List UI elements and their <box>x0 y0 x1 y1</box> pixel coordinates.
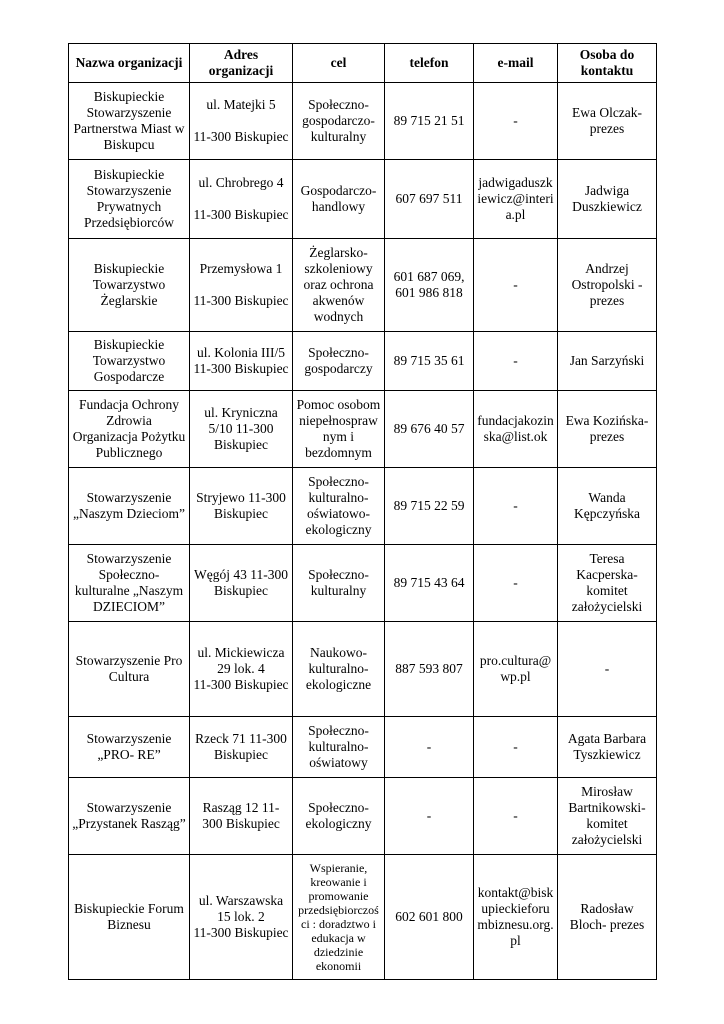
org-address: ul. Mickiewicza 29 lok. 4 11-300 Biskupiec <box>190 622 293 717</box>
org-contact: Andrzej Ostropolski - prezes <box>558 239 657 332</box>
org-address: ul. Matejki 5 11-300 Biskupiec <box>190 83 293 160</box>
table-row <box>69 391 657 468</box>
org-goal: Gospodarczo-handlowy <box>293 160 385 239</box>
org-email: - <box>474 778 558 855</box>
table-row <box>69 545 657 622</box>
organizations-table <box>68 43 657 980</box>
org-name: Biskupieckie Forum Biznesu <box>69 855 190 980</box>
org-address: ul. Kolonia III/5 11-300 Biskupiec <box>190 332 293 391</box>
table-row <box>69 160 657 239</box>
org-address: ul. Chrobrego 4 11-300 Biskupiec <box>190 160 293 239</box>
org-contact: Ewa Kozińska-prezes <box>558 391 657 468</box>
org-address: ul. Warszawska 15 lok. 2 11-300 Biskupiec <box>190 855 293 980</box>
header-phone: telefon <box>385 44 474 83</box>
org-name: Biskupieckie Stowarzyszenie Prywatnych Przedsiębiorców <box>69 160 190 239</box>
org-name: Stowarzyszenie Społeczno-kulturalne „Naszym DZIECIOM” <box>69 545 190 622</box>
org-goal: Społeczno-kulturalno-oświatowy <box>293 717 385 778</box>
org-phone: - <box>385 778 474 855</box>
org-email: jadwigaduszkiewicz@interia.pl <box>474 160 558 239</box>
org-phone: 601 687 069, 601 986 818 <box>385 239 474 332</box>
header-contact: Osoba do kontaktu <box>558 44 657 83</box>
org-contact: Wanda Kępczyńska <box>558 468 657 545</box>
table-row <box>69 468 657 545</box>
org-goal: Naukowo-kulturalno-ekologiczne <box>293 622 385 717</box>
org-phone: 607 697 511 <box>385 160 474 239</box>
org-goal: Wspieranie, kreowanie i promowanie przedsiębiorczości : doradztwo i edukacja w dziedzinie ekonomii <box>293 855 385 980</box>
table-row <box>69 778 657 855</box>
org-phone: 602 601 800 <box>385 855 474 980</box>
header-name: Nazwa organizacji <box>69 44 190 83</box>
table-row <box>69 83 657 160</box>
org-name: Fundacja Ochrony Zdrowia Organizacja Pożytku Publicznego <box>69 391 190 468</box>
org-email: - <box>474 717 558 778</box>
org-address: ul. Kryniczna 5/10 11-300 Biskupiec <box>190 391 293 468</box>
org-contact: Teresa Kacperska-komitet założycielski <box>558 545 657 622</box>
org-contact: Agata Barbara Tyszkiewicz <box>558 717 657 778</box>
org-email: - <box>474 332 558 391</box>
org-email: kontakt@biskupieckieforumbiznesu.org.pl <box>474 855 558 980</box>
org-email: pro.cultura@wp.pl <box>474 622 558 717</box>
org-email: fundacjakozinska@list.ok <box>474 391 558 468</box>
org-email: - <box>474 545 558 622</box>
org-contact: Radosław Bloch- prezes <box>558 855 657 980</box>
org-goal: Społeczno-gospodarczy <box>293 332 385 391</box>
org-contact: - <box>558 622 657 717</box>
org-phone: 89 715 22 59 <box>385 468 474 545</box>
table-row <box>69 855 657 980</box>
org-address: Stryjewo 11-300 Biskupiec <box>190 468 293 545</box>
org-phone: 89 715 35 61 <box>385 332 474 391</box>
org-name: Stowarzyszenie „PRO- RE” <box>69 717 190 778</box>
table-row <box>69 239 657 332</box>
table-row <box>69 622 657 717</box>
org-phone: 887 593 807 <box>385 622 474 717</box>
table-row <box>69 332 657 391</box>
org-address: Rzeck 71 11-300 Biskupiec <box>190 717 293 778</box>
org-goal: Społeczno-ekologiczny <box>293 778 385 855</box>
org-phone: - <box>385 717 474 778</box>
org-name: Stowarzyszenie „Naszym Dzieciom” <box>69 468 190 545</box>
org-address: Rasząg 12 11-300 Biskupiec <box>190 778 293 855</box>
org-address: Węgój 43 11-300 Biskupiec <box>190 545 293 622</box>
org-goal: Społeczno-kulturalno-oświatowo-ekologiczny <box>293 468 385 545</box>
org-goal: Społeczno-gospodarczo-kulturalny <box>293 83 385 160</box>
org-name: Biskupieckie Stowarzyszenie Partnerstwa Miast w Biskupcu <box>69 83 190 160</box>
header-goal: cel <box>293 44 385 83</box>
org-email: - <box>474 83 558 160</box>
org-goal: Żeglarsko-szkoleniowy oraz ochrona akwenów wodnych <box>293 239 385 332</box>
org-phone: 89 676 40 57 <box>385 391 474 468</box>
org-email: - <box>474 239 558 332</box>
org-address: Przemysłowa 1 11-300 Biskupiec <box>190 239 293 332</box>
org-goal: Społeczno-kulturalny <box>293 545 385 622</box>
org-name: Biskupieckie Towarzystwo Gospodarcze <box>69 332 190 391</box>
org-contact: Jan Sarzyński <box>558 332 657 391</box>
org-contact: Ewa Olczak-prezes <box>558 83 657 160</box>
org-name: Stowarzyszenie „Przystanek Rasząg” <box>69 778 190 855</box>
org-phone: 89 715 43 64 <box>385 545 474 622</box>
org-phone: 89 715 21 51 <box>385 83 474 160</box>
org-contact: Mirosław Bartnikowski-komitet założycielski <box>558 778 657 855</box>
org-email: - <box>474 468 558 545</box>
org-name: Biskupieckie Towarzystwo Żeglarskie <box>69 239 190 332</box>
org-goal: Pomoc osobom niepełnosprawnym i bezdomnym <box>293 391 385 468</box>
table-header-row <box>69 44 657 83</box>
table-row <box>69 717 657 778</box>
header-address: Adres organizacji <box>190 44 293 83</box>
header-email: e-mail <box>474 44 558 83</box>
org-name: Stowarzyszenie Pro Cultura <box>69 622 190 717</box>
org-contact: Jadwiga Duszkiewicz <box>558 160 657 239</box>
